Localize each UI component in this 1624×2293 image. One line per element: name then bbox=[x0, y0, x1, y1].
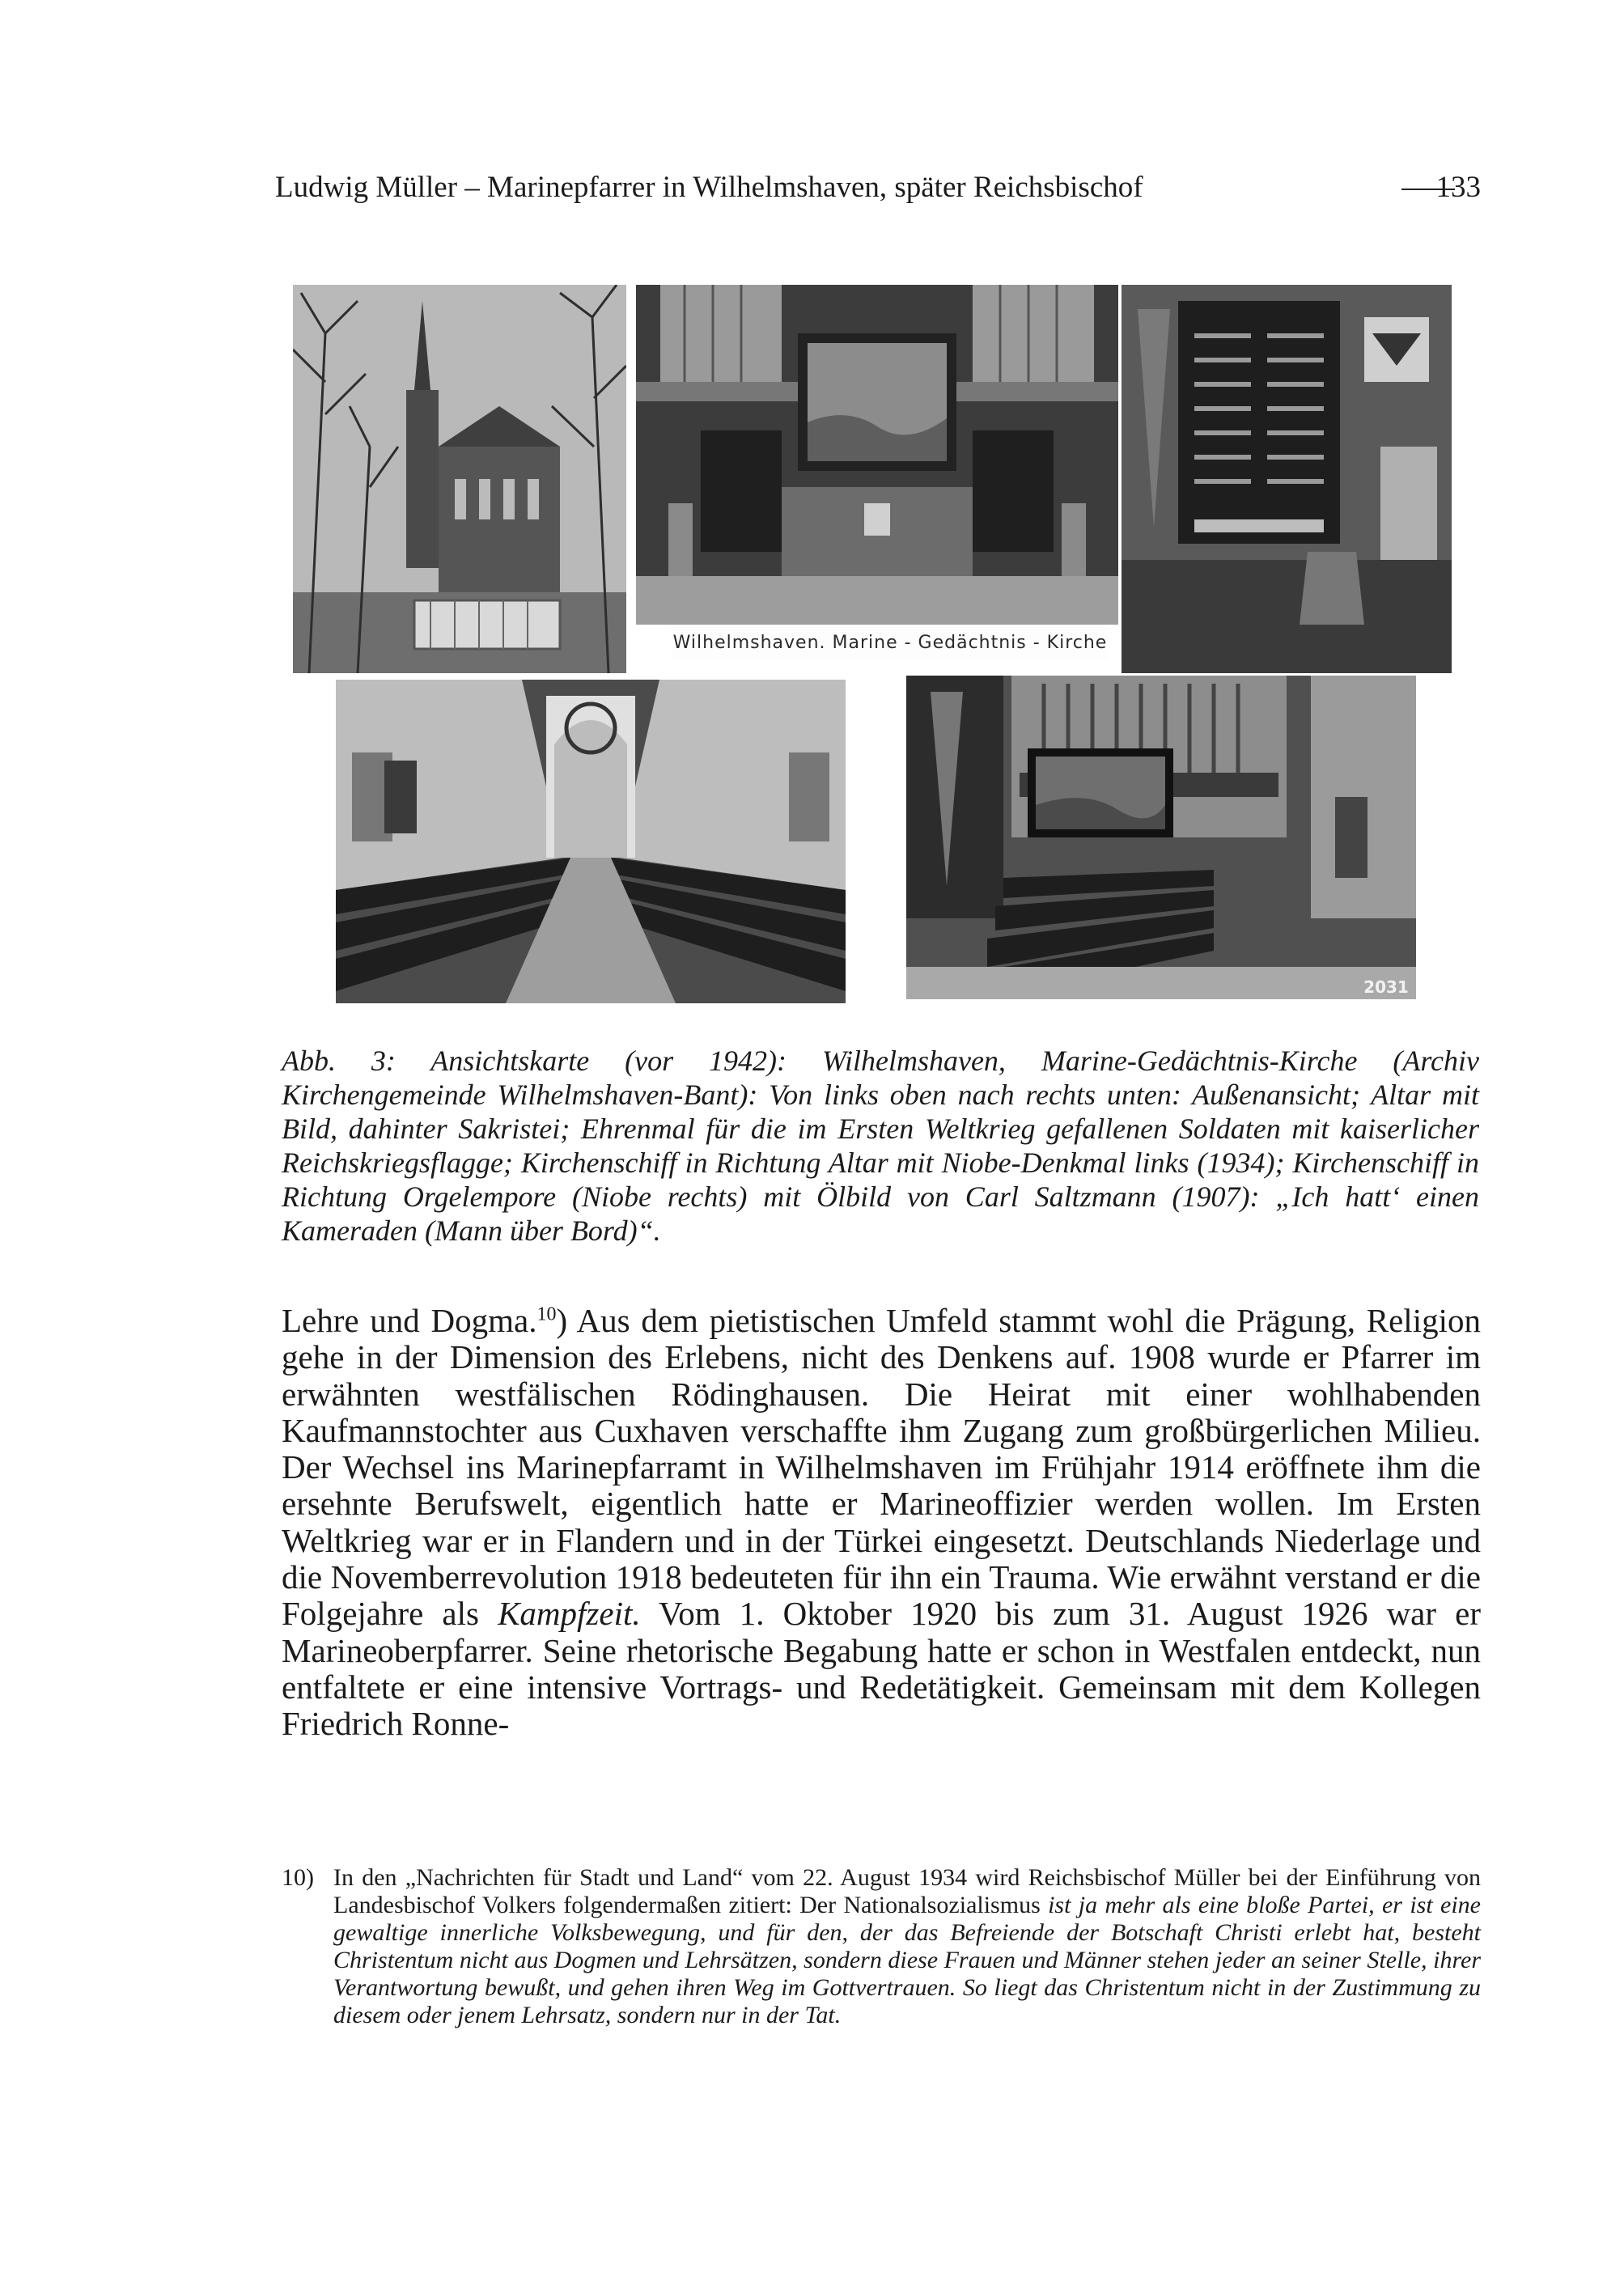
footnote-reference: 10 bbox=[536, 1303, 557, 1325]
footnote-text-quote: ist ja mehr als eine bloße Partei, er ist eine gewaltige innerliche Volksbewegung, und für den, der das Befreiende der Botschaft Christi erlebt hat, besteht Christentum nicht aus Dogmen und Lehrsätzen, sondern diese Frauen und Männer stehen jeder an seiner Stelle, ihrer Verantwortung bewußt, und gehen ihren Weg im Gottvertrauen. So liegt das Christentum nicht in der Zustimmung zu diesem oder jenem Lehrsatz, sondern nur in der Tat. bbox=[333, 1892, 1481, 2028]
photo-exterior bbox=[293, 285, 626, 673]
memorial-image bbox=[1122, 285, 1452, 673]
running-head bbox=[275, 168, 1481, 207]
body-text-end: Vom 1. Oktober 1920 bis zum 31. August 1926 war er Marineoberpfarrer. Seine rhetorische Begabung hatte er schon in Westfalen entdeckt, nun entfaltete er eine intensive Vortrags- und Redetätigkeit. Gemeinsam mit dem Kollegen Friedrich Ronne- bbox=[282, 1595, 1481, 1743]
body-text-emphasis: Kampfzeit. bbox=[498, 1595, 641, 1633]
body-text-main: ) Aus dem pietistischen Umfeld stammt wohl die Prägung, Religion gehe in der Dimension des Erlebens, nicht des Denkens auf. 1908 wurde er Pfarrer im erwähnten westfälischen Rödinghausen. Die Heirat mit einer wohlhabenden Kaufmannstochter aus Cuxhaven verschaffte ihm Zugang zum großbürgerlichen Milieu. Der Wechsel ins Marinepfarramt in Wilhelmshaven im Frühjahr 1914 eröffnete ihm die ersehnte Berufswelt, eigentlich hatte er Marineoffizier werden wollen. Im Ersten Weltkrieg war er in Flandern und in der Türkei eingesetzt. Deutschlands Niederlage und die Novemberrevolution 1918 bedeuteten für ihn ein Trauma. Wie erwähnt verstand er die Folgejahre als bbox=[282, 1302, 1481, 1633]
figure-caption bbox=[282, 1044, 1479, 1248]
figure-caption-text: Abb. 3: Ansichtskarte (vor 1942): Wilhelmshaven, Marine-Gedächtnis-Kirche (Archiv Kirchengemeinde Wilhelmshaven-Bant): Von links oben nach rechts unten: Außenansicht; Altar mit Bild, dahinter Sakristei; Ehrenmal für die im Ersten Weltkrieg gefallenen Soldaten mit kaiserlicher Reichskriegsflagge; Kirchenschiff in Richtung Altar mit Niobe-Denkmal links (1934); Kirchenschiff in Richtung Orgelempore (Niobe rechts) mit Ölbild von Carl Saltzmann (1907): „Ich hatt‘ einen Kameraden (Mann über Bord)“. bbox=[282, 1045, 1479, 1247]
photo-nave-altar bbox=[336, 680, 846, 1003]
nave-organ-image bbox=[906, 676, 1416, 999]
footnote-text bbox=[333, 1864, 1481, 2029]
nave-altar-image bbox=[336, 680, 846, 1003]
body-text-start: Lehre und Dogma. bbox=[282, 1302, 537, 1339]
footnote-text-plain: In den „Nachrichten für Stadt und Land“ vom 22. August 1934 wird Reichsbischof Müller bei der Einführung von Landesbischof Volkers folgendermaßen zitiert: Der Nationalsozialismus bbox=[333, 1864, 1481, 1918]
photo-altar bbox=[636, 285, 1118, 625]
photo-nave-organ bbox=[906, 676, 1416, 999]
altar-image bbox=[636, 285, 1118, 625]
body-paragraph bbox=[282, 1303, 1481, 1743]
page-number: 133 bbox=[1435, 171, 1481, 204]
postcard-caption: Wilhelmshaven. Marine - Gedächtnis - Kirche bbox=[672, 627, 1109, 659]
church-exterior-image bbox=[293, 285, 626, 673]
photo-memorial bbox=[1122, 285, 1452, 673]
footnote-number: 10) bbox=[282, 1864, 314, 1891]
card-number: 2031 bbox=[1363, 977, 1409, 997]
running-title: Ludwig Müller – Marinepfarrer in Wilhelmshaven, später Reichsbischof bbox=[275, 171, 1143, 204]
footnote bbox=[282, 1864, 1481, 2029]
